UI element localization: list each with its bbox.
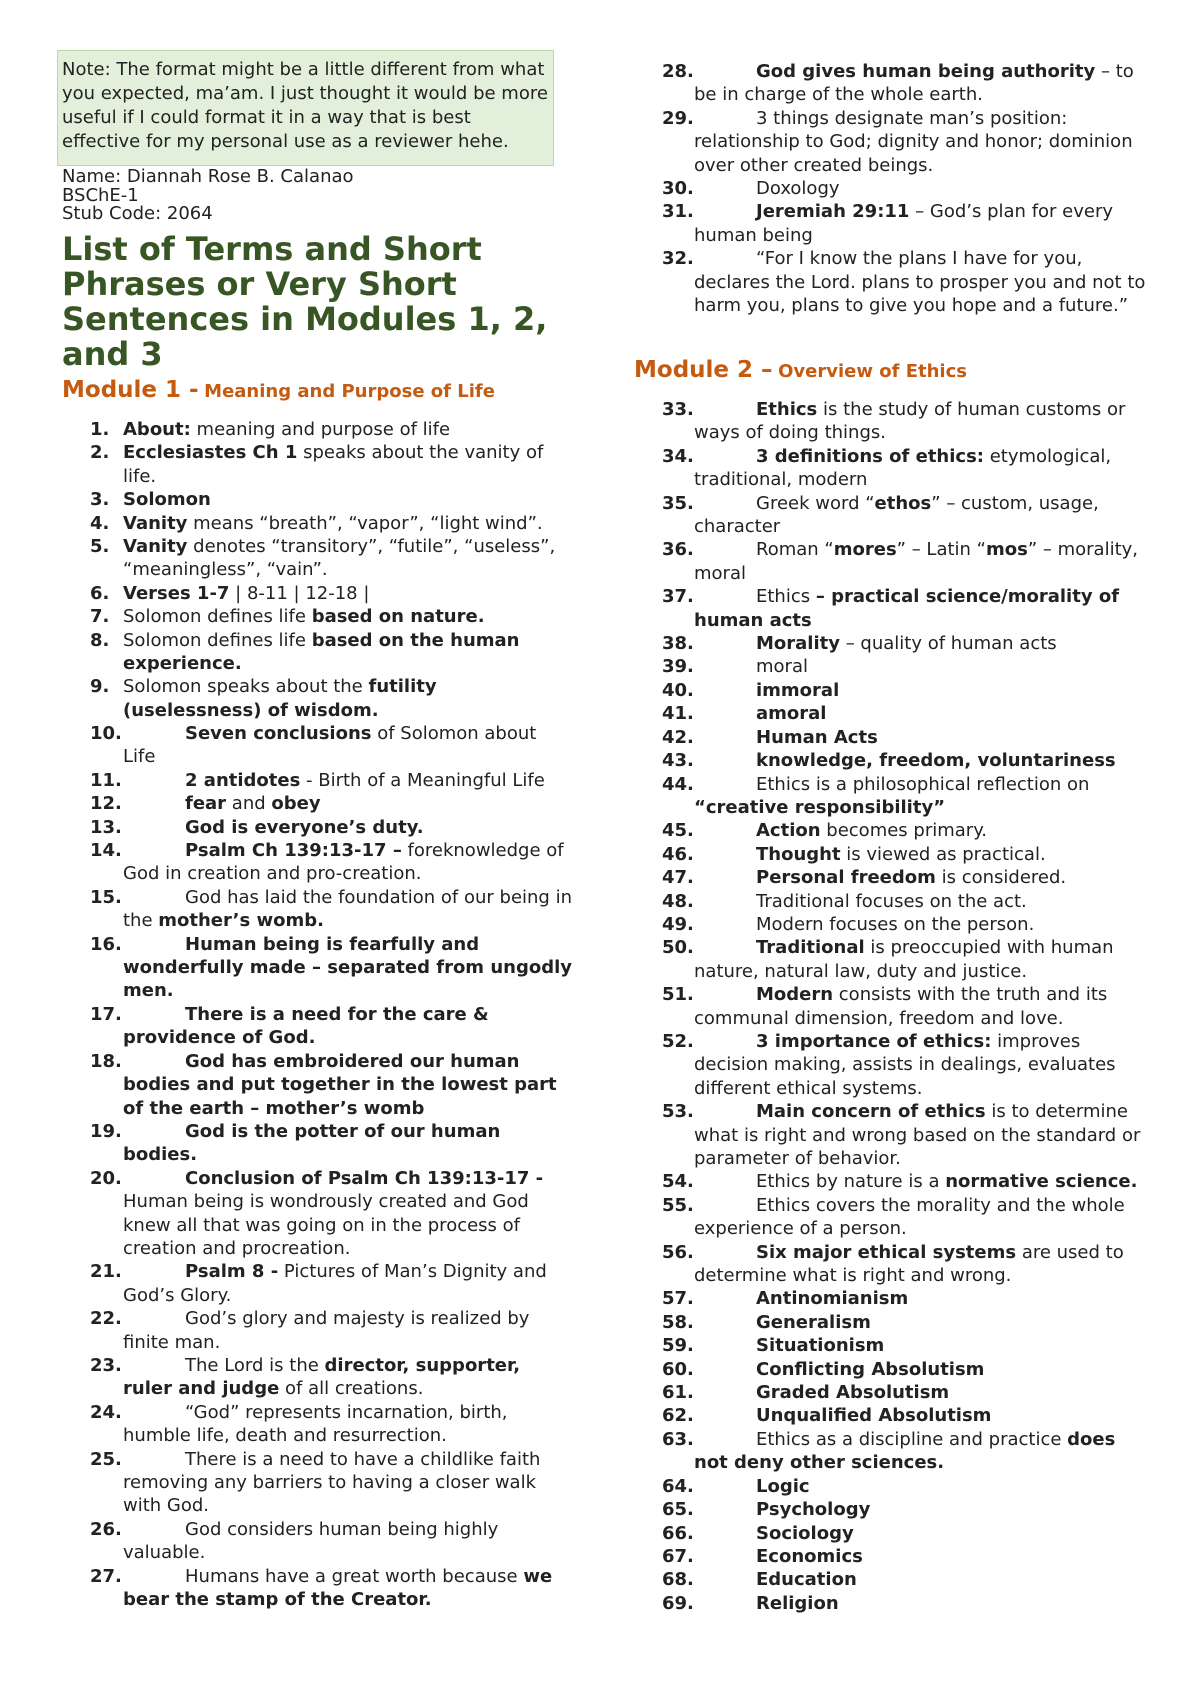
item-number: 46. [662,843,694,865]
item-number: 57. [662,1288,694,1310]
item-text-bold: Unqualified Absolutism [756,1405,992,1427]
item-number: 25. [90,1448,122,1470]
list-item [634,1030,1148,1100]
item-text-bold: 3 importance of ethics: [756,1030,992,1052]
item-text: Pictures of Man’s Dignity and God’s Glory. [123,1261,547,1306]
item-text: Traditional focuses on the act. [756,890,1027,912]
list-item [634,1334,1148,1357]
module-1-heading [62,377,495,403]
item-text: God’s glory and majesty is realized by finite man. [123,1308,530,1353]
list-item [62,769,574,792]
item-text-bold: fear [185,793,227,815]
item-text-bold: based on nature. [311,606,485,628]
item-text: Ethics [756,586,816,608]
list-item [634,1568,1148,1591]
list-item [62,535,574,582]
module-1-label: Module 1 - [62,377,199,403]
item-number: 36. [662,539,694,561]
item-text-bold: Generalism [756,1311,871,1333]
item-number: 62. [662,1405,694,1427]
item-text-bold: Psalm Ch 139:13-17 – [185,840,402,862]
item-number: 20. [90,1167,122,1189]
item-text-bold: 3 definitions of ethics: [756,445,984,467]
list-item [62,792,574,815]
item-text: Solomon defines life [123,606,312,628]
item-number: 41. [662,703,694,725]
item-text-bold: Antinomianism [756,1288,909,1310]
item-text-bold: Morality [756,633,840,655]
item-text: Modern focuses on the person. [756,913,1035,935]
list-item [634,843,1148,866]
item-text-bold: based on the human experience. [123,629,520,675]
item-text: Doxology [756,178,840,200]
item-text-bold: Seven conclusions [185,723,372,744]
item-number: 29. [662,107,694,129]
item-text: | 8-11 | 12-18 | [229,582,370,604]
item-text: Ethics as a discipline and practice [756,1428,1068,1450]
item-text-bold: God has embroidered our human bodies and put together in the lowest part of the earth – mother’s womb [123,1050,557,1119]
list-item [634,773,1148,820]
item-text-bold: Jeremiah 29:11 [756,201,910,223]
item-text-bold: Verses 1-7 [123,582,230,604]
item-text: - Birth of a Meaningful Life [300,769,545,791]
item-text-bold: mos [986,539,1028,561]
item-text: is to determine what is right and wrong based on the standard or parameter of behavior. [694,1101,1141,1169]
item-number: 58. [662,1311,694,1333]
item-number: 6. [90,582,110,604]
item-text: is preoccupied with human nature, natural law, duty and justice. [694,937,1114,982]
module-1-topic: Meaning and Purpose of Life [204,381,495,402]
reviewer-note: Note: The format might be a little different from what you expected, ma’am. I just thought it would be more useful if I could format it in a way that is best effective for my personal use as a reviewer hehe. [57,50,554,166]
item-text-bold: Economics [756,1545,863,1567]
item-text: Solomon defines life [123,629,312,651]
item-number: 5. [90,536,110,558]
item-number: 30. [662,178,694,200]
item-text-bold: Conflicting Absolutism [756,1358,985,1380]
list-item [634,866,1148,889]
item-number: 24. [90,1401,122,1423]
item-number: 18. [90,1050,122,1072]
item-text: The Lord is the [185,1354,325,1376]
item-text: meaning and purpose of life [190,419,451,440]
student-program: BSChE-1 [62,184,139,206]
list-item [634,632,1148,655]
list-item [634,200,1148,247]
item-text: ” – morality, moral [694,539,1139,584]
item-number: 43. [662,750,694,772]
list-item [634,1475,1148,1498]
terms-list-1-9 [62,418,574,722]
item-text: Greek word “ [756,492,875,514]
item-text-bold: futility (uselessness) of wisdom. [123,676,437,721]
list-item [62,582,574,605]
item-text-bold: director, supporter, ruler and judge [123,1354,521,1400]
list-item [634,936,1148,983]
list-item [634,655,1148,678]
item-text-bold: Thought [756,843,841,865]
item-number: 69. [662,1592,694,1614]
item-text-bold: Ecclesiastes Ch 1 [123,442,298,464]
list-item [634,702,1148,725]
item-text: ” – custom, usage, character [694,492,1099,538]
item-text: 3 things designate man’s position: relationship to God; dignity and honor; dominion over other created beings. [694,107,1133,176]
list-item [634,398,1148,445]
list-item [634,726,1148,749]
terms-list-33-69 [634,398,1148,1615]
item-text-bold: amoral [756,703,827,725]
list-item [634,107,1148,177]
item-text: are used to determine what is right and wrong. [694,1241,1124,1287]
list-item [634,60,1148,107]
item-text: – to be in charge of the whole earth. [694,61,1134,106]
item-text: is viewed as practical. [840,843,1046,865]
item-number: 44. [662,773,694,795]
document-title: List of Terms and Short Phrases or Very Short Sentences in Modules 1, 2, and 3 [62,230,548,373]
item-number: 37. [662,586,694,608]
item-text-bold: Conclusion of Psalm Ch 139:13-17 - [185,1167,544,1189]
item-text-bold: God is the potter of our human bodies. [123,1120,501,1166]
module-2-topic: Overview of Ethics [778,361,967,382]
item-number: 33. [662,399,694,420]
item-text: etymological, traditional, modern [694,445,1112,491]
item-text-bold: obey [271,793,321,815]
item-text-bold: mother’s womb. [158,910,324,932]
item-number: 12. [90,793,122,815]
item-text-bold: There is a need for the care & providence of God. [123,1003,489,1049]
list-item [634,1592,1148,1615]
list-item [634,538,1148,585]
item-text-bold: – practical science/morality of human acts [694,586,1120,631]
item-number: 40. [662,679,694,701]
list-item [62,886,574,933]
item-text-bold: Vanity [123,536,188,558]
item-text: Ethics is a philosophical reflection on [756,773,1090,795]
list-item [634,1358,1148,1381]
list-item [634,1241,1148,1288]
item-text: and [226,793,272,815]
item-number: 4. [90,512,110,534]
list-item [634,1170,1148,1193]
item-number: 45. [662,820,694,842]
item-number: 10. [90,723,122,744]
item-text-bold: Solomon [123,489,211,511]
item-number: 49. [662,913,694,935]
item-number: 51. [662,984,694,1006]
item-number: 17. [90,1003,122,1025]
item-text-bold: normative science. [945,1171,1138,1193]
item-number: 15. [90,886,122,908]
item-number: 65. [662,1499,694,1521]
item-text: of Solomon about Life [123,723,537,768]
item-text-bold: Six major ethical systems [756,1241,1017,1263]
item-text-bold: Vanity [123,512,188,534]
item-text-bold: Human Acts [756,726,878,748]
list-item [62,1354,574,1401]
item-number: 19. [90,1120,122,1142]
list-item [634,679,1148,702]
item-text-bold: Graded Absolutism [756,1382,950,1404]
item-text: is the study of human customs or ways of doing things. [694,399,1126,444]
item-number: 54. [662,1171,694,1193]
list-item [62,816,574,839]
list-item [634,247,1148,317]
item-number: 47. [662,867,694,889]
list-item [62,675,574,722]
item-text: consists with the truth and its communal dimension, freedom and love. [694,984,1108,1029]
item-text: speaks about the vanity of life. [123,442,544,487]
terms-list-10-27 [62,722,574,1611]
item-text: “For I know the plans I have for you, declares the Lord. plans to prosper you and not to harm you, plans to give you hope and a future.” [694,248,1146,317]
item-number: 48. [662,890,694,912]
item-number: 66. [662,1522,694,1544]
item-text-bold: immoral [756,679,840,701]
item-number: 35. [662,492,694,514]
list-item [634,177,1148,200]
item-number: 8. [90,629,110,651]
list-item [62,488,574,511]
list-item [62,1260,574,1307]
item-text-bold: Modern [756,984,834,1006]
list-item [62,1120,574,1167]
list-item [634,1381,1148,1404]
item-text-bold: Main concern of ethics [756,1101,986,1123]
item-number: 14. [90,840,122,862]
list-item [62,605,574,628]
list-item [634,1194,1148,1241]
list-item [634,1100,1148,1170]
item-text-bold: does not deny other sciences. [694,1428,1116,1474]
item-text: There is a need to have a childlike faith removing any barriers to having a closer walk with God. [123,1448,541,1517]
stub-code: Stub Code: 2064 [62,203,213,224]
item-text: Ethics by nature is a [756,1171,946,1193]
item-text: moral [756,656,808,678]
terms-list-28-32 [634,60,1148,317]
item-text: ” – Latin “ [896,539,986,561]
item-text-bold: Situationism [756,1335,885,1357]
item-number: 34. [662,445,694,467]
item-text-bold: God is everyone’s duty. [185,816,424,838]
list-item [62,512,574,535]
list-item [634,585,1148,632]
item-text-bold: About: [123,419,191,440]
student-info [62,168,354,224]
item-text-bold: ethos [874,492,932,514]
item-number: 7. [90,606,110,628]
list-item [634,492,1148,539]
list-item [634,983,1148,1030]
item-text: God has laid the foundation of our being in the [123,886,572,932]
item-text: becomes primary. [820,820,988,842]
item-number: 3. [90,489,110,511]
item-text-bold: Human being is fearfully and wonderfully made – separated from ungodly men. [123,933,572,1002]
item-text: denotes “transitory”, “futile”, “useless”, “meaningless”, “vain”. [123,536,556,581]
list-item [634,1404,1148,1427]
item-number: 13. [90,816,122,838]
module-2-label: Module 2 – [634,357,773,383]
item-number: 56. [662,1241,694,1263]
list-item [62,1518,574,1565]
list-item [62,1401,574,1448]
list-item [62,1565,574,1612]
item-text: Human being is wondrously created and God knew all that was going on in the process of creation and procreation. [123,1191,529,1259]
item-number: 39. [662,656,694,678]
list-item [634,1428,1148,1475]
item-number: 67. [662,1545,694,1567]
list-item [62,839,574,886]
list-item [634,1545,1148,1568]
student-name: Name: Diannah Rose B. Calanao [62,166,354,187]
list-item [634,749,1148,772]
item-number: 1. [90,419,110,440]
item-number: 22. [90,1308,122,1330]
item-number: 60. [662,1358,694,1380]
list-item [62,722,574,769]
list-item [634,1522,1148,1545]
item-text: Roman “ [756,539,834,561]
item-text: Ethics covers the morality and the whole experience of a person. [694,1194,1125,1240]
item-text-bold: Personal freedom [756,867,936,889]
item-number: 21. [90,1261,122,1283]
list-item [634,1287,1148,1310]
item-number: 31. [662,201,694,223]
item-number: 38. [662,633,694,655]
list-item [62,1003,574,1050]
item-text: improves decision making, assists in dealings, evaluates different ethical systems. [694,1030,1116,1099]
item-number: 61. [662,1382,694,1404]
item-number: 63. [662,1428,694,1450]
item-number: 23. [90,1354,122,1376]
list-item [634,1311,1148,1334]
item-text: – quality of human acts [839,633,1057,655]
item-number: 50. [662,937,694,959]
item-text: of all creations. [279,1378,424,1400]
list-item [62,1307,574,1354]
item-text-bold: Action [756,820,821,842]
item-text-bold: Traditional [756,937,865,959]
item-number: 53. [662,1101,694,1123]
item-number: 64. [662,1475,694,1497]
list-item [62,933,574,1003]
item-number: 52. [662,1030,694,1052]
item-text-bold: Ethics [756,399,818,420]
list-item [62,1167,574,1261]
item-number: 55. [662,1194,694,1216]
item-text-bold: 2 antidotes [185,769,301,791]
item-text-bold: mores [833,539,897,561]
item-number: 9. [90,676,110,698]
item-number: 28. [662,61,694,82]
item-text-bold: Psychology [756,1499,871,1521]
item-text-bold: we bear the stamp of the Creator. [123,1565,553,1611]
item-text-bold: Education [756,1569,857,1591]
list-item [634,913,1148,936]
item-number: 11. [90,769,122,791]
item-number: 42. [662,726,694,748]
item-text: God considers human being highly valuable. [123,1518,499,1564]
list-item [62,629,574,676]
item-number: 32. [662,248,694,270]
item-text: means “breath”, “vapor”, “light wind”. [187,512,543,534]
item-number: 26. [90,1518,122,1540]
list-item [62,418,574,441]
item-text: – God’s plan for every human being [694,201,1114,246]
list-item [634,890,1148,913]
list-item [634,445,1148,492]
module-2-heading [634,357,967,383]
item-number: 27. [90,1565,122,1587]
item-number: 2. [90,442,110,464]
item-number: 59. [662,1335,694,1357]
item-number: 16. [90,933,122,955]
list-item [62,1448,574,1518]
item-text-bold: knowledge, freedom, voluntariness [756,750,1116,772]
item-text: “God” represents incarnation, birth, humble life, death and resurrection. [123,1401,508,1447]
item-text: Solomon speaks about the [123,676,369,698]
item-number: 68. [662,1569,694,1591]
item-text: Humans have a great worth because [185,1565,524,1587]
item-text-bold: “creative responsibility” [694,796,946,818]
item-text-bold: Logic [756,1475,810,1497]
list-item [634,819,1148,842]
item-text-bold: Sociology [756,1522,854,1544]
item-text-bold: Psalm 8 - [185,1261,279,1283]
item-text: is considered. [935,867,1067,889]
item-text-bold: Religion [756,1592,839,1614]
list-item [62,1050,574,1120]
item-text: foreknowledge of God in creation and pro-creation. [123,840,564,885]
list-item [62,441,574,488]
item-text-bold: God gives human being authority [756,61,1096,82]
list-item [634,1498,1148,1521]
